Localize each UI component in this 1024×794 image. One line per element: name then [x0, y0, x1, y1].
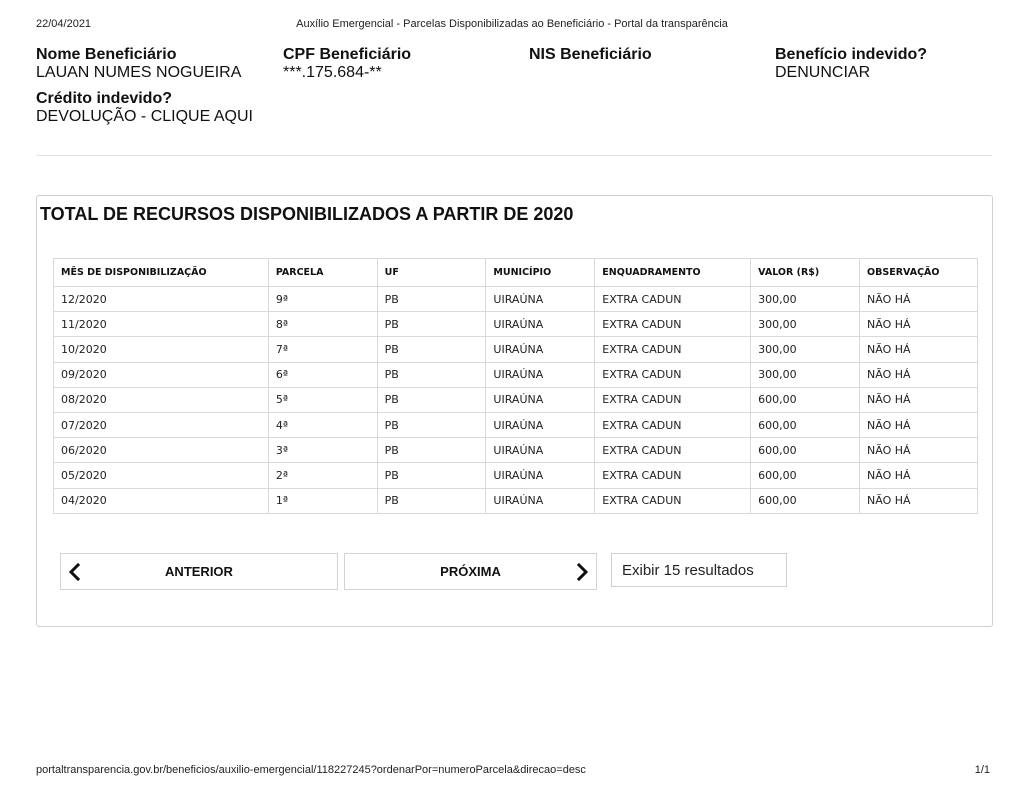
cell-observation: NÃO HÁ: [860, 362, 978, 387]
pagination: [59, 553, 799, 591]
cell-installment: 1ª: [268, 488, 377, 513]
chevron-right-icon: [572, 562, 592, 582]
undue-credit-field: [36, 90, 253, 126]
divider: [36, 155, 992, 156]
refund-link[interactable]: DEVOLUÇÃO - CLIQUE AQUI: [36, 108, 253, 125]
cell-month: 05/2020: [54, 463, 269, 488]
print-date: 22/04/2021: [36, 18, 92, 30]
installments-table: [53, 258, 978, 514]
cell-value: 600,00: [751, 488, 860, 513]
cell-value: 300,00: [751, 337, 860, 362]
cell-framing: EXTRA CADUN: [595, 362, 751, 387]
cell-observation: NÃO HÁ: [860, 412, 978, 437]
table-row: [54, 362, 978, 387]
panel-title: TOTAL DE RECURSOS DISPONIBILIZADOS A PARTIR DE 2020: [40, 204, 574, 224]
cell-municipality: UIRAÚNA: [486, 412, 595, 437]
cell-framing: EXTRA CADUN: [595, 312, 751, 337]
cell-month: 06/2020: [54, 438, 269, 463]
table-row: [54, 312, 978, 337]
cell-month: 09/2020: [54, 362, 269, 387]
table-row: [54, 488, 978, 513]
cell-value: 600,00: [751, 463, 860, 488]
cell-value: 600,00: [751, 387, 860, 412]
beneficiary-nis-field: [529, 46, 652, 64]
cell-framing: EXTRA CADUN: [595, 463, 751, 488]
undue-credit-label: Crédito indevido?: [36, 90, 172, 107]
table-row: [54, 438, 978, 463]
document-title: Auxílio Emergencial - Parcelas Disponibilizadas ao Beneficiário - Portal da transparência: [296, 18, 728, 30]
column-header-municipality[interactable]: MUNICÍPIO: [486, 259, 595, 287]
cell-observation: NÃO HÁ: [860, 463, 978, 488]
cell-municipality: UIRAÚNA: [486, 463, 595, 488]
beneficiary-name-value: LAUAN NUMES NOGUEIRA: [36, 64, 242, 81]
cell-observation: NÃO HÁ: [860, 387, 978, 412]
cell-framing: EXTRA CADUN: [595, 488, 751, 513]
cell-municipality: UIRAÚNA: [486, 362, 595, 387]
cell-uf: PB: [377, 488, 486, 513]
beneficiary-nis-label: NIS Beneficiário: [529, 46, 652, 63]
cell-uf: PB: [377, 287, 486, 312]
cell-installment: 4ª: [268, 412, 377, 437]
cell-uf: PB: [377, 337, 486, 362]
cell-installment: 5ª: [268, 387, 377, 412]
footer-url: portaltransparencia.gov.br/beneficios/auxilio-emergencial/118227245?ordenarPor=numeroParcela&direcao=desc: [36, 764, 586, 776]
report-link[interactable]: DENUNCIAR: [775, 64, 871, 81]
undue-benefit-field: [775, 46, 927, 82]
cell-value: 300,00: [751, 312, 860, 337]
cell-municipality: UIRAÚNA: [486, 387, 595, 412]
cell-uf: PB: [377, 463, 486, 488]
beneficiary-cpf-field: [283, 46, 411, 82]
cell-framing: EXTRA CADUN: [595, 387, 751, 412]
column-header-month[interactable]: MÊS DE DISPONIBILIZAÇÃO: [54, 259, 269, 287]
cell-installment: 2ª: [268, 463, 377, 488]
cell-installment: 6ª: [268, 362, 377, 387]
column-header-observation[interactable]: OBSERVAÇÃO: [860, 259, 978, 287]
cell-installment: 8ª: [268, 312, 377, 337]
cell-month: 07/2020: [54, 412, 269, 437]
cell-installment: 7ª: [268, 337, 377, 362]
beneficiary-cpf-label: CPF Beneficiário: [283, 46, 412, 63]
cell-framing: EXTRA CADUN: [595, 412, 751, 437]
resources-panel: [36, 195, 993, 627]
table-row: [54, 387, 978, 412]
cell-observation: NÃO HÁ: [860, 312, 978, 337]
cell-municipality: UIRAÚNA: [486, 337, 595, 362]
cell-framing: EXTRA CADUN: [595, 438, 751, 463]
cell-uf: PB: [377, 387, 486, 412]
next-page-label: PRÓXIMA: [440, 564, 501, 579]
beneficiary-name-label: Nome Beneficiário: [36, 46, 177, 63]
cell-municipality: UIRAÚNA: [486, 287, 595, 312]
cell-observation: NÃO HÁ: [860, 488, 978, 513]
undue-benefit-label: Benefício indevido?: [775, 46, 928, 63]
table-row: [54, 412, 978, 437]
cell-observation: NÃO HÁ: [860, 337, 978, 362]
previous-page-label: ANTERIOR: [165, 564, 233, 579]
table-row: [54, 463, 978, 488]
column-header-installment[interactable]: PARCELA: [268, 259, 377, 287]
cell-value: 300,00: [751, 362, 860, 387]
cell-municipality: UIRAÚNA: [486, 438, 595, 463]
cell-municipality: UIRAÚNA: [486, 312, 595, 337]
cell-installment: 3ª: [268, 438, 377, 463]
column-header-uf[interactable]: UF: [377, 259, 486, 287]
cell-value: 600,00: [751, 438, 860, 463]
cell-municipality: UIRAÚNA: [486, 488, 595, 513]
cell-framing: EXTRA CADUN: [595, 287, 751, 312]
cell-observation: NÃO HÁ: [860, 438, 978, 463]
column-header-value[interactable]: VALOR (R$): [751, 259, 860, 287]
cell-uf: PB: [377, 412, 486, 437]
cell-uf: PB: [377, 312, 486, 337]
cell-uf: PB: [377, 438, 486, 463]
results-per-page-label: Exibir 15 resultados: [622, 561, 754, 579]
table-row: [54, 287, 978, 312]
previous-page-button[interactable]: [60, 553, 338, 590]
cell-value: 300,00: [751, 287, 860, 312]
cell-value: 600,00: [751, 412, 860, 437]
cell-month: 10/2020: [54, 337, 269, 362]
next-page-button[interactable]: [344, 553, 597, 590]
page-indicator: 1/1: [974, 764, 990, 776]
table-row: [54, 337, 978, 362]
cell-installment: 9ª: [268, 287, 377, 312]
cell-month: 04/2020: [54, 488, 269, 513]
cell-uf: PB: [377, 362, 486, 387]
column-header-framing[interactable]: ENQUADRAMENTO: [595, 259, 751, 287]
cell-observation: NÃO HÁ: [860, 287, 978, 312]
cell-framing: EXTRA CADUN: [595, 337, 751, 362]
results-per-page-select[interactable]: [611, 553, 787, 587]
beneficiary-cpf-value: ***.175.684-**: [283, 64, 382, 81]
cell-month: 12/2020: [54, 287, 269, 312]
cell-month: 08/2020: [54, 387, 269, 412]
chevron-left-icon: [65, 562, 85, 582]
beneficiary-name-field: [36, 46, 241, 82]
table-header-row: [54, 259, 978, 287]
cell-month: 11/2020: [54, 312, 269, 337]
